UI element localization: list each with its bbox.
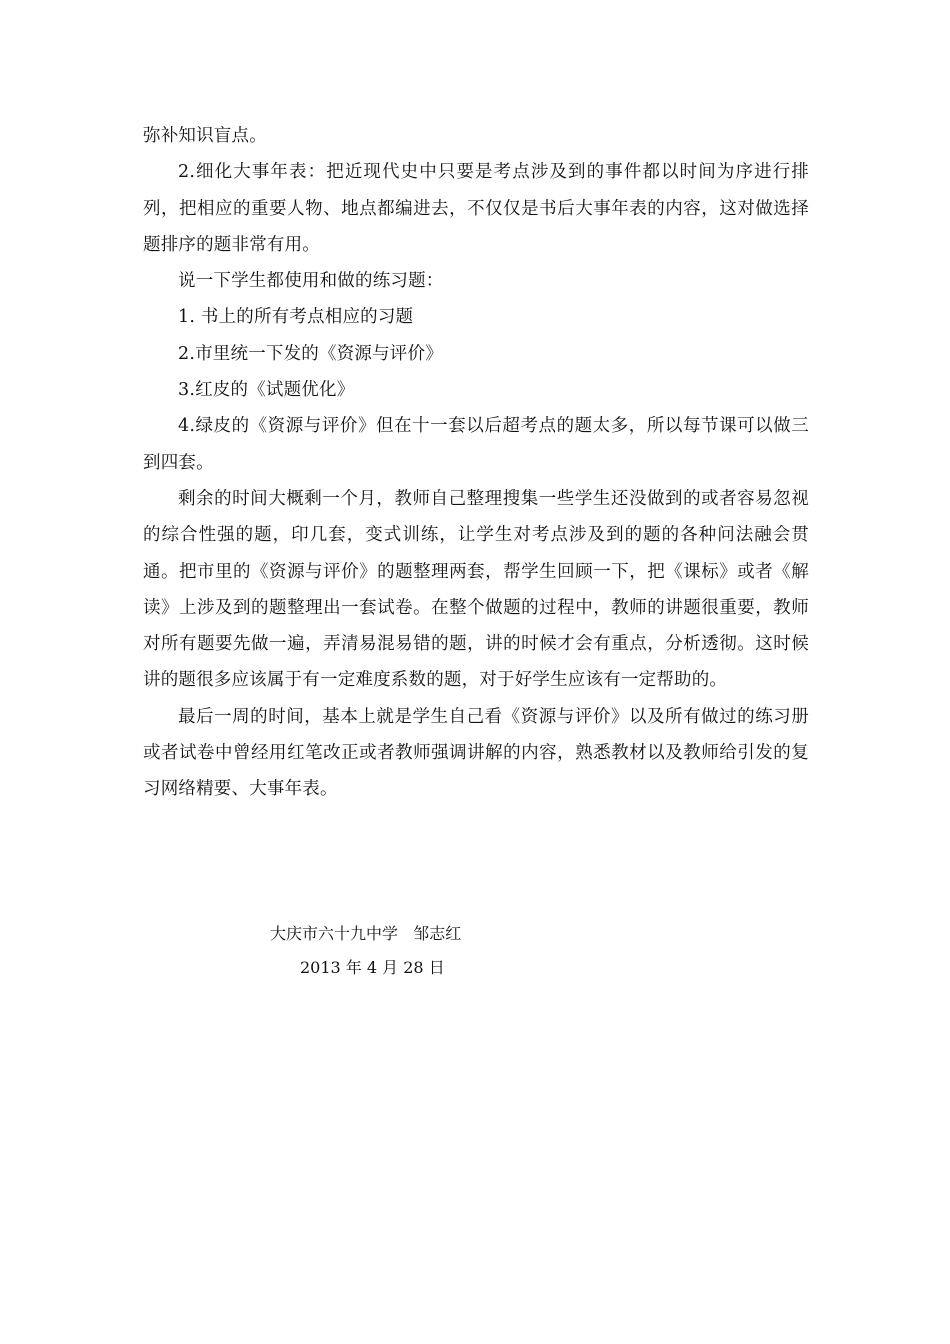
paragraph-3: 说一下学生都使用和做的练习题： — [178, 271, 444, 292]
paragraph-2: 2.细化大事年表：把近现代史中只要是考点涉及到的事件都以时间为序进行排列，把相应的重要人物、地点都编进去，不仅仅是书后大事年表的内容，这对做选择题排序的题非常有用。 — [143, 162, 809, 255]
document-date: 2013 年 4 月 28 日 — [300, 958, 445, 977]
paragraph-5: 2.市里统一下发的《资源与评价》 — [178, 343, 443, 364]
paragraph-6: 3.红皮的《试题优化》 — [178, 380, 355, 401]
paragraph-9: 最后一周的时间，基本上就是学生自己看《资源与评价》以及所有做过的练习册或者试卷中曾经用红笔改正或者教师强调讲解的内容，熟悉教材以及教师给引发的复习网络精要、大事年表。 — [143, 706, 809, 800]
paragraph-7: 4.绿皮的《资源与评价》但在十一套以后超考点的题太多，所以每节课可以做三到四套。 — [143, 416, 809, 473]
document-body — [143, 118, 809, 808]
paragraph-8: 剩余的时间大概剩一个月，教师自己整理搜集一些学生还没做到的或者容易忽视的综合性强的题，印几套，变式训练，让学生对考点涉及到的题的各种问法融会贯通。把市里的《资源与评价》的题整理两套，帮学生回顾一下，把《课标》或者《解读》上涉及到的题整理出一套试卷。在整个做题的过程中，教师的讲题很重要，教师对所有题要先做一遍，弄清易混易错的题，讲的时候才会有重点，分析透彻。这时候讲的题很多应该属于有一定难度系数的题，对于好学生应该有一定帮助的。 — [143, 488, 809, 691]
paragraph-4: 1. 书上的所有考点相应的习题 — [178, 307, 414, 328]
author-signature: 大庆市六十九中学 邹志红 — [270, 924, 462, 943]
paragraph-1: 弥补知识盲点。 — [143, 126, 267, 146]
